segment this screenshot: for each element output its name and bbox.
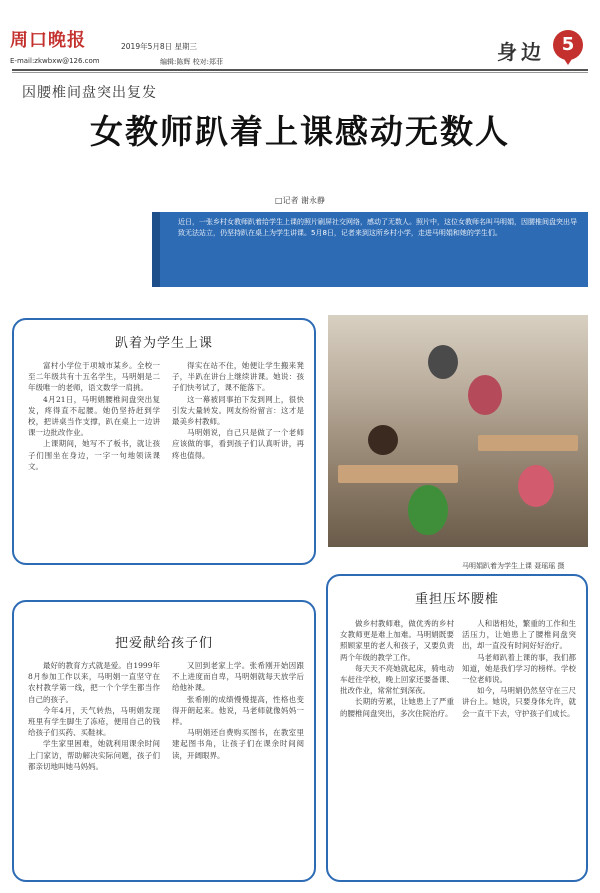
classroom-photo xyxy=(328,315,588,547)
paragraph: 最好的教育方式就是爱。自1999年8月参加工作以来，马明娟一直坚守在农村教学第一线，把一个个学生都当作自己的孩子。 xyxy=(28,661,160,704)
photo-student xyxy=(468,375,502,415)
section-title-1: 趴着为学生上课 xyxy=(114,336,213,351)
section-box-2 xyxy=(12,600,316,882)
photo-caption: 马明娟趴着为学生上课 聂瑶瑶 摄 xyxy=(462,562,565,570)
article-kicker: 因腰椎间盘突出复发 xyxy=(22,85,157,101)
paragraph: 又回到老家上学。张希刚开始因跟不上进度而自卑，马明娟就每天放学后给他补课。 xyxy=(172,661,304,693)
article-summary: 近日，一张乡村女教师趴着给学生上课的照片刷屏社交网络，感动了无数人。照片中，这位女教师名叫马明娟，因腰椎间盘突出导致无法站立，仍坚持趴在桌上为学生讲课。5月8日，记者来到这所乡村小学，走进马明娟和她的学生们。 xyxy=(160,212,588,287)
section1-column-2 xyxy=(172,360,304,558)
paragraph: 每天天不亮她就起床，骑电动车赶往学校，晚上回家还要备课、批改作业，常常忙到深夜。 xyxy=(340,663,454,696)
masthead-email: E-mail:zkwbxw@126.com xyxy=(10,57,100,65)
article-headline: 女教师趴着上课感动无数人 xyxy=(90,112,510,151)
photo-student xyxy=(408,485,448,535)
article-byline: □记者 谢永静 xyxy=(274,196,326,205)
section2-column-2 xyxy=(172,660,304,875)
paragraph: 这一幕被同事拍下发到网上，很快引发大量转发。网友纷纷留言：这才是最美乡村教师。 xyxy=(172,394,304,427)
section3-column-2 xyxy=(462,618,576,876)
photo-desk xyxy=(478,435,578,451)
masthead-editors: 编辑:陈辉 校对:郑菲 xyxy=(160,58,223,66)
masthead-date: 2019年5月8日 星期三 xyxy=(121,42,198,51)
paragraph: 上课期间，她写不了板书，就让孩子们围坐在身边，一字一句地领读课文。 xyxy=(28,439,160,471)
section-title-3: 重担压坏腰椎 xyxy=(414,592,499,607)
section-box-3 xyxy=(326,574,588,882)
paragraph: 做乡村教师难，做优秀的乡村女教师更是难上加难。马明娟既要照顾家里的老人和孩子，又要负责两个年级的教学工作。 xyxy=(340,619,454,662)
paragraph: 得实在站不住，她便让学生搬来凳子，半趴在讲台上继续讲课。她说：孩子们快考试了，课不能落下。 xyxy=(172,361,304,393)
photo-student xyxy=(368,425,398,455)
paragraph: 如今，马明娟仍然坚守在三尺讲台上。她说，只要身体允许，就会一直干下去，守护孩子们成长。 xyxy=(462,686,576,718)
section1-column-1 xyxy=(28,360,160,558)
paragraph: 长期的劳累，让她患上了严重的腰椎间盘突出，多次住院治疗。 xyxy=(340,697,454,718)
photo-desk xyxy=(338,465,458,483)
section-name: 身边 xyxy=(497,40,545,64)
photo-student xyxy=(518,465,554,507)
paragraph: 马老师趴着上课的事，我们都知道，她是我们学习的榜样。学校一位老师说。 xyxy=(462,652,576,685)
section2-column-1 xyxy=(28,660,160,875)
paragraph: 4月21日，马明娟腰椎间盘突出复发，疼得直不起腰。她仍坚持赶到学校，把讲桌当作支撑，趴在桌上一边讲课一边批改作业。 xyxy=(28,394,160,438)
paragraph: 马明娟说，自己只是做了一个老师应该做的事，看到孩子们认真听讲，再疼也值得。 xyxy=(172,428,304,460)
paragraph: 马明娟还自费购买图书，在教室里建起图书角，让孩子们在课余时间阅读，开阔眼界。 xyxy=(172,728,304,760)
paragraph: 学生家里困难，她就利用课余时间上门家访，帮助解决实际问题，孩子们都亲切地叫她马妈妈。 xyxy=(28,739,160,771)
masthead-divider xyxy=(12,69,588,71)
newspaper-logo: 周口晚报 xyxy=(10,30,86,51)
section3-column-1 xyxy=(340,618,454,876)
photo-teacher xyxy=(428,345,458,379)
masthead-divider-thin xyxy=(12,72,588,73)
paragraph: 人和谐相处，繁重的工作和生活压力，让她患上了腰椎间盘突出，却一直没有时间好好治疗。 xyxy=(462,619,576,651)
section-title-2: 把爱献给孩子们 xyxy=(114,636,213,651)
section-box-1 xyxy=(12,318,316,565)
paragraph: 富村小学位于项城市某乡。全校一至二年级共有十五名学生，马明娟是二年级唯一的老师，语文数学一肩挑。 xyxy=(28,361,160,393)
paragraph: 张希刚的成绩慢慢提高，性格也变得开朗起来。他说，马老师就像妈妈一样。 xyxy=(172,694,304,727)
paragraph: 今年4月，天气转热，马明娟发现班里有学生脚生了冻疮，便用自己的钱给孩子们买药、买鞋袜。 xyxy=(28,705,160,738)
page-number-badge: 5 xyxy=(553,30,583,60)
